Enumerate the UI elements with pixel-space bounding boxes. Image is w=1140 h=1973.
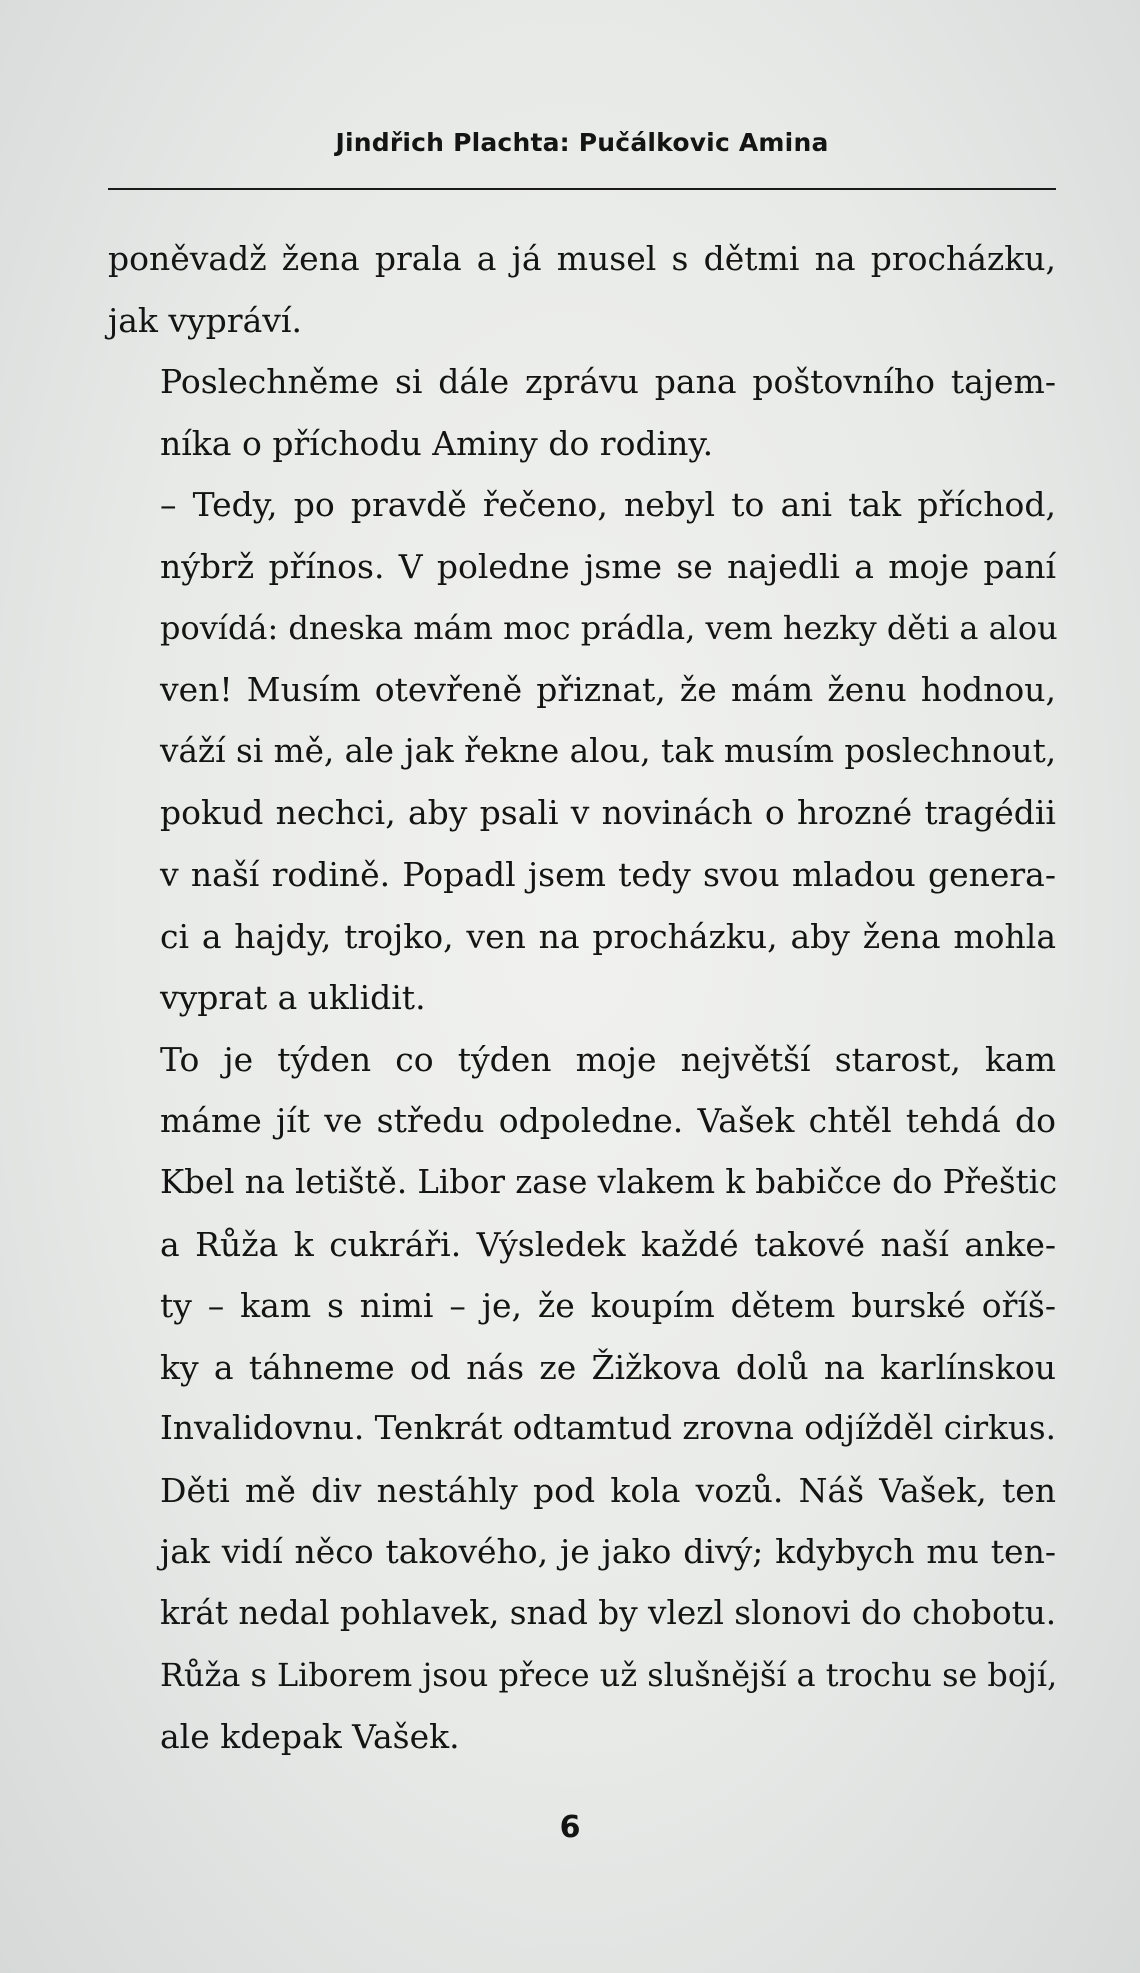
body-text xyxy=(108,228,1056,1768)
text-line: váží si mě, ale jak řekne alou, tak musím poslechnout, xyxy=(160,731,1057,770)
text-line: Děti mě div nestáhly pod kola vozů. Náš Vašek, ten xyxy=(160,1470,1056,1510)
text-line: máme jít ve středu odpoledne. Vašek chtěl tehdá do xyxy=(160,1101,1056,1141)
paragraph-3 xyxy=(108,474,1056,1028)
header-title: Pučálkovic Amina xyxy=(578,128,829,157)
text-line: krát nedal pohlavek, snad by vlezl slonovi do chobotu. xyxy=(160,1594,1057,1633)
paragraph-4 xyxy=(108,1029,1056,1768)
text-line: nýbrž přínos. V poledne jsme se najedli a moje paní xyxy=(160,546,1056,586)
text-line: poněvadž žena prala a já musel s dětmi na procházku, xyxy=(108,239,1056,278)
text-line: ven! Musím otevřeně přiznat, že mám ženu hodnou, xyxy=(160,670,1056,710)
text-line: To je týden co týden moje největší starost, kam xyxy=(160,1039,1056,1079)
text-line: ale kdepak Vašek. xyxy=(160,1717,460,1757)
text-line: v naší rodině. Popadl jsem tedy svou mladou genera- xyxy=(160,854,1056,894)
text-line: jak vypráví. xyxy=(108,300,302,340)
header-divider xyxy=(108,188,1056,190)
text-line: níka o příchodu Aminy do rodiny. xyxy=(160,423,714,463)
text-line: – Tedy, po pravdě řečeno, nebyl to ani tak příchod, xyxy=(160,485,1056,525)
text-line: jak vidí něco takového, je jako divý; kdybych mu ten- xyxy=(160,1532,1056,1572)
text-line: Kbel na letiště. Libor zase vlakem k babičce do Přeštic xyxy=(160,1162,1058,1201)
paragraph-1 xyxy=(108,228,1056,351)
text-line: vyprat a uklidit. xyxy=(160,978,426,1018)
text-line: Růža s Liborem jsou přece už slušnější a trochu se bojí, xyxy=(160,1655,1058,1694)
text-line: Invalidovnu. Tenkrát odtamtud zrovna odjížděl cirkus. xyxy=(160,1409,1057,1448)
paragraph-2 xyxy=(108,351,1056,474)
running-header xyxy=(108,128,1056,157)
page-number: 6 xyxy=(559,1810,581,1845)
text-line: povídá: dneska mám moc prádla, vem hezky děti a alou xyxy=(160,608,1058,647)
text-line: ci a hajdy, trojko, ven na procházku, aby žena mohla xyxy=(160,916,1056,956)
header-author: Jindřich Plachta: xyxy=(335,128,570,157)
text-line: pokud nechci, aby psali v novinách o hrozné tragédii xyxy=(160,793,1056,833)
text-line: a Růža k cukráři. Výsledek každé takové naší anke- xyxy=(160,1224,1056,1264)
text-line: ky a táhneme od nás ze Žižkova dolů na karlínskou xyxy=(160,1347,1056,1387)
text-line: ty – kam s nimi – je, že koupím dětem burské oříš- xyxy=(160,1286,1056,1326)
text-line: Poslechněme si dále zprávu pana poštovního tajem- xyxy=(160,362,1056,402)
